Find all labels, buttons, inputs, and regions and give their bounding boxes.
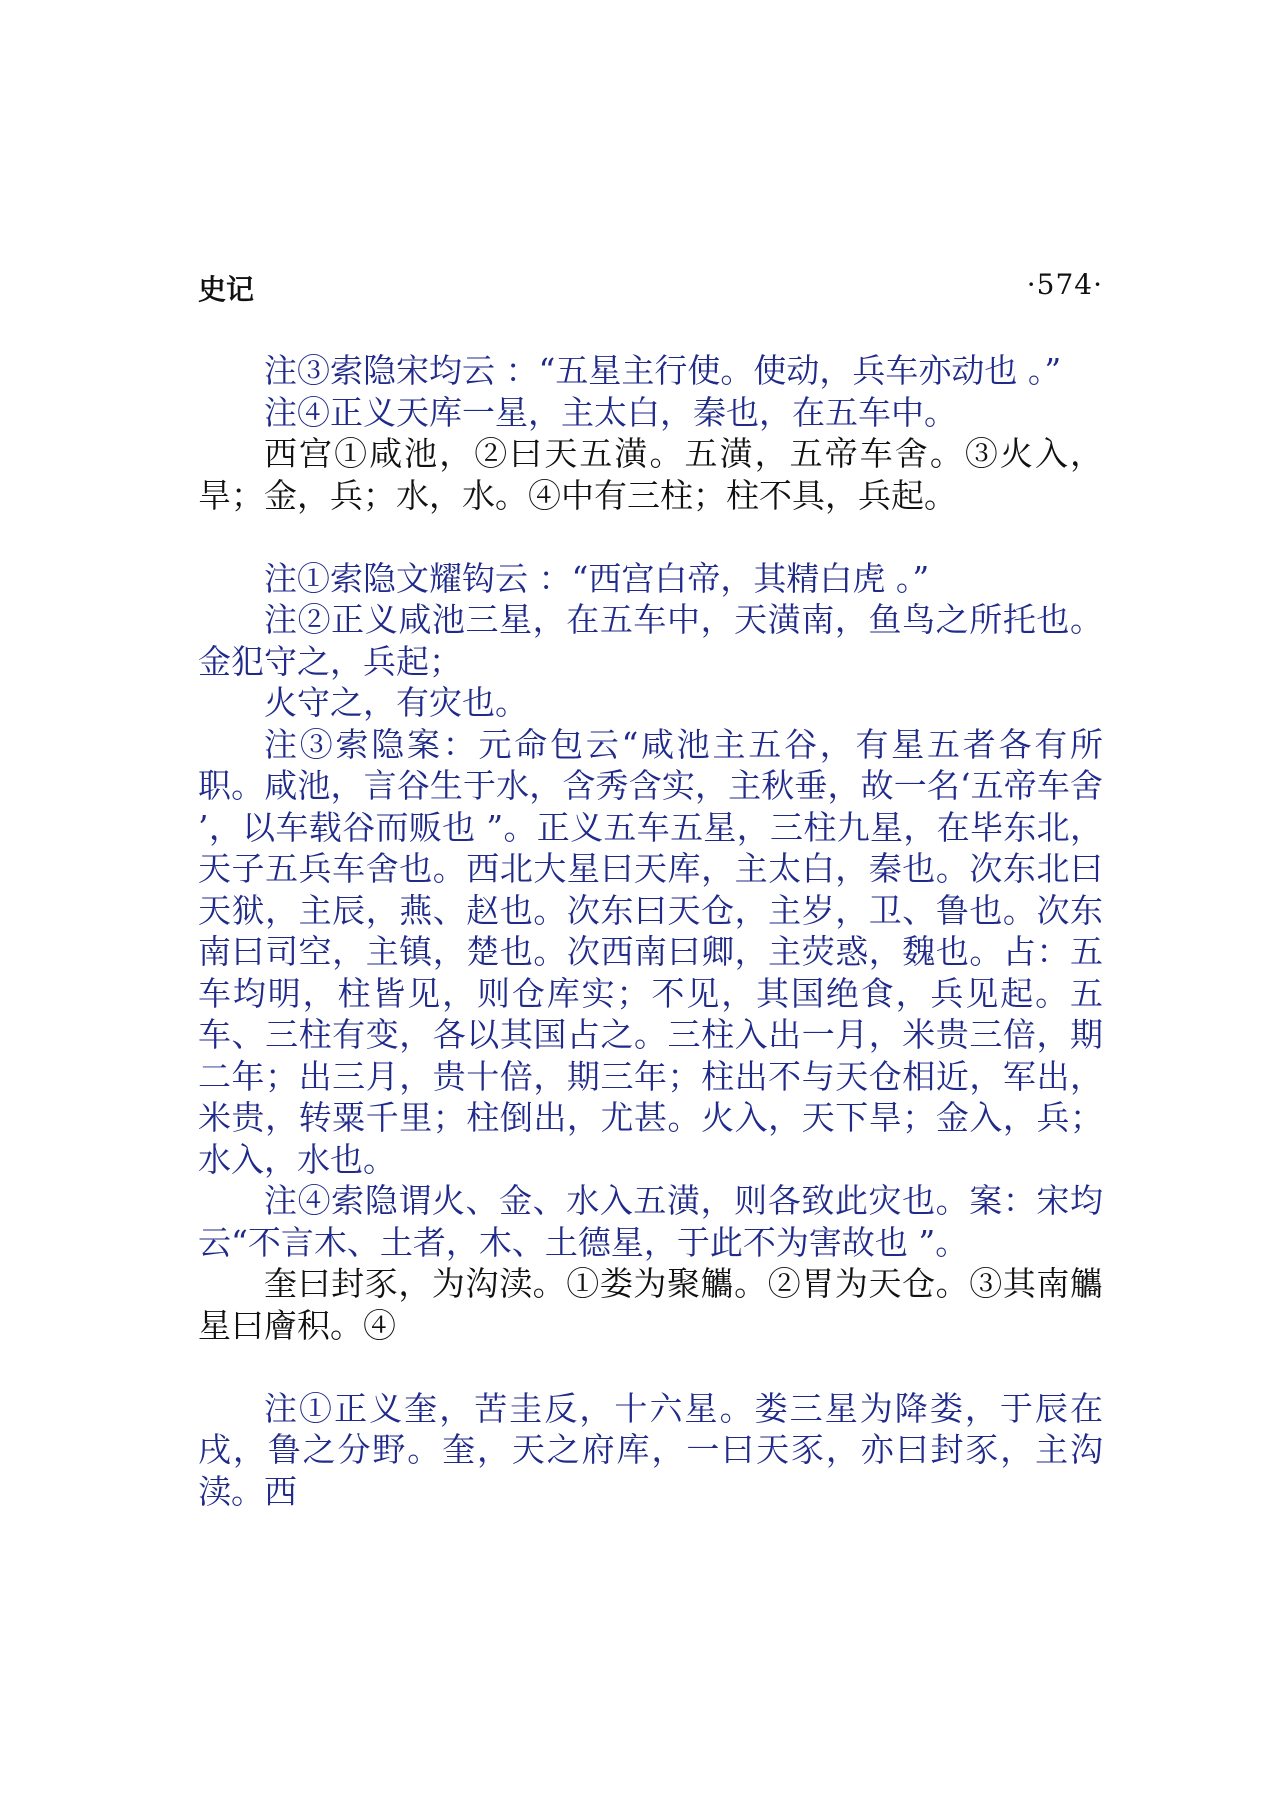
page-number: ·574· xyxy=(1026,268,1103,301)
page-header xyxy=(198,268,1103,308)
annotation-paragraph: 火守之，有灾也。 xyxy=(264,683,528,722)
book-title: 史记 xyxy=(198,273,255,306)
paragraph-gap xyxy=(198,516,1103,558)
annotation-paragraph: 注②正义咸池三星，在五车中，天潢南，鱼鸟之所托也。金犯守之，兵起； xyxy=(198,600,1103,681)
annotation-paragraph: 注③索隐宋均云 ：“五星主行使。使动，兵车亦动也 。” xyxy=(264,351,1062,390)
annotation-paragraph: 注④索隐谓火、金、水入五潢，则各致此灾也。案：宋均云“不言木、土者，木、土德星，于此不为害故也 ”。 xyxy=(198,1181,1103,1262)
annotation-paragraph: 注③索隐案：元命包云“咸池主五谷，有星五者各有所职。咸池，言谷生于水，含秀含实，主秋垂，故一名‘五帝车舍 ’，以车载谷而贩也 ”。正义五车五星，三柱九星，在毕东北，天子五兵车舍也。西北大星曰天库，主太白，秦也。次东北曰天狱，主辰，燕、赵也。次东曰天仓，主岁，卫、鲁也。次东南曰司空，主镇，楚也。次西南曰卿，主荧惑，魏也。占：五车均明，柱皆见，则仓库实；不见，其国绝食，兵见起。五车、三柱有变，各以其国占之。三柱入出一月，米贵三倍，期二年；出三月，贵十倍，期三年；柱出不与天仓相近，军出，米贵，转粟千里；柱倒出，尤甚。火入，天下旱；金入，兵；水入，水也。 xyxy=(198,724,1103,1179)
main-text-paragraph: 奎曰封豕，为沟渎。①娄为聚觿。②胃为天仓。③其南觿星曰廥积。④ xyxy=(198,1264,1103,1345)
paragraph-gap xyxy=(198,1346,1103,1388)
page-body xyxy=(198,350,1103,1512)
annotation-paragraph: 注④正义天库一星，主太白，秦也，在五车中。 xyxy=(264,392,957,432)
main-text-paragraph: 西宫①咸池，②曰天五潢。五潢，五帝车舍。③火入，旱；金，兵；水，水。④中有三柱；柱不具，兵起。 xyxy=(198,434,1103,515)
annotation-paragraph: 注①正义奎，苦圭反，十六星。娄三星为降娄，于辰在戌，鲁之分野。奎，天之府库，一曰天豕，亦曰封豕，主沟渎。西 xyxy=(198,1388,1103,1511)
annotation-paragraph: 注①索隐文耀钩云 ：“西宫白帝，其精白虎 。” xyxy=(264,558,930,598)
book-page xyxy=(198,0,1103,1795)
